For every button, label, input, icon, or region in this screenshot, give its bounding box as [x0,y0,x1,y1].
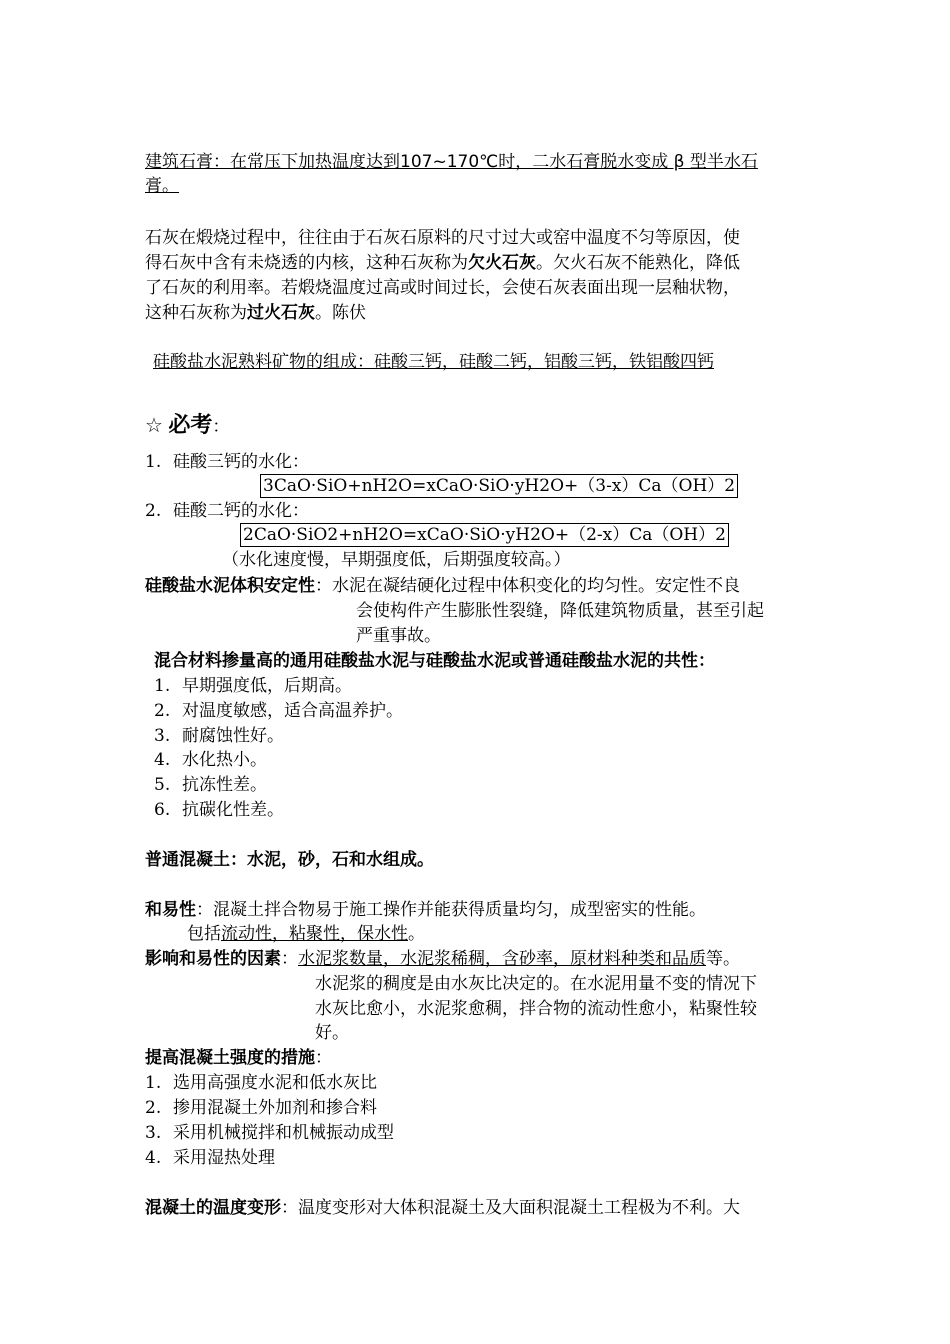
list-item: 2. 对温度敏感，适合高温养护。 [154,701,403,721]
concrete-composition: 普通混凝土：水泥，砂，石和水组成。 [145,850,434,870]
workability-term: 和易性 [145,900,196,920]
mixed-heading: 混合材料掺量高的通用硅酸盐水泥与硅酸盐水泥或普通硅酸盐水泥的共性： [154,651,715,671]
lime-line-1: 石灰在煅烧过程中，往往由于石灰石原料的尺寸过大或窑中温度不匀等原因，使 [145,228,740,248]
list-item: 3. 采用机械搅拌和机械振动成型 [145,1123,394,1143]
workability-line-1: 和易性：混凝土拌合物易于施工操作并能获得质量均匀，成型密实的性能。 [145,900,706,920]
gypsum-line-1: 建筑石膏：在常压下加热温度达到107~170℃时，二水石膏脱水变成 β 型半水石 [145,152,758,172]
hydration-item-1: 1. 硅酸三钙的水化： [145,452,309,472]
temperature-line: 混凝土的温度变形：温度变形对大体积混凝土及大面积混凝土工程极为不利。大 [145,1198,740,1218]
temperature-term: 混凝土的温度变形 [145,1198,281,1218]
term-underburnt-lime: 欠火石灰 [468,253,536,273]
list-item: 1. 选用高强度水泥和低水灰比 [145,1073,377,1093]
term-overburnt-lime: 过火石灰 [247,303,315,323]
factors-line-3: 水灰比愈小，水泥浆愈稠，拌合物的流动性愈小，粘聚性较 [315,999,757,1019]
workability-line-2: 包括流动性，粘聚性，保水性。 [187,924,425,944]
list-item: 2. 掺用混凝土外加剂和掺合料 [145,1098,377,1118]
must-test-heading: ☆ 必考： [145,413,230,438]
hydration-formula-1: 3CaO·SiO+nH2O=xCaO·SiO·yH2O+（3-x）Ca（OH）2 [260,474,738,498]
factors-line-1: 影响和易性的因素：水泥浆数量，水泥浆稀稠，含砂率，原材料种类和品质等。 [145,949,740,969]
lime-line-4: 这种石灰称为过火石灰。陈伏 [145,303,366,323]
list-item: 6. 抗碳化性差。 [154,800,284,820]
stability-line-2: 会使构件产生膨胀性裂缝，降低建筑物质量，甚至引起 [356,601,764,621]
list-item: 4. 采用湿热处理 [145,1148,275,1168]
stability-term: 硅酸盐水泥体积安定性 [145,576,315,596]
factors-line-4: 好。 [315,1023,349,1043]
hydration-note: （水化速度慢，早期强度低，后期强度较高。） [222,550,571,570]
clinker-composition: 硅酸盐水泥熟料矿物的组成：硅酸三钙，硅酸二钙，铝酸三钙，铁铝酸四钙 [153,352,714,372]
factors-term: 影响和易性的因素 [145,949,281,969]
list-item: 1. 早期强度低，后期高。 [154,676,352,696]
list-item: 3. 耐腐蚀性好。 [154,726,284,746]
hydration-formula-2: 2CaO·SiO2+nH2O=xCaO·SiO·yH2O+（2-x）Ca（OH）2 [240,523,729,547]
lime-line-2: 得石灰中含有未烧透的内核，这种石灰称为欠火石灰。欠火石灰不能熟化，降低 [145,253,740,273]
gypsum-line-2: 膏。 [145,176,179,196]
list-item: 4. 水化热小。 [154,750,267,770]
stability-line-3: 严重事故。 [356,626,441,646]
lime-line-3: 了石灰的利用率。若煅烧温度过高或时间过长，会使石灰表面出现一层釉状物， [145,278,740,298]
strength-heading: 提高混凝土强度的措施： [145,1048,332,1068]
stability-line-1: 硅酸盐水泥体积安定性：水泥在凝结硬化过程中体积变化的均匀性。安定性不良 [145,576,740,596]
must-test-title: 必考 [168,413,213,438]
hydration-item-2: 2. 硅酸二钙的水化： [145,501,309,521]
list-item: 5. 抗冻性差。 [154,775,267,795]
star-icon: ☆ [145,413,163,437]
factors-line-2: 水泥浆的稠度是由水灰比决定的。在水泥用量不变的情况下 [315,974,757,994]
